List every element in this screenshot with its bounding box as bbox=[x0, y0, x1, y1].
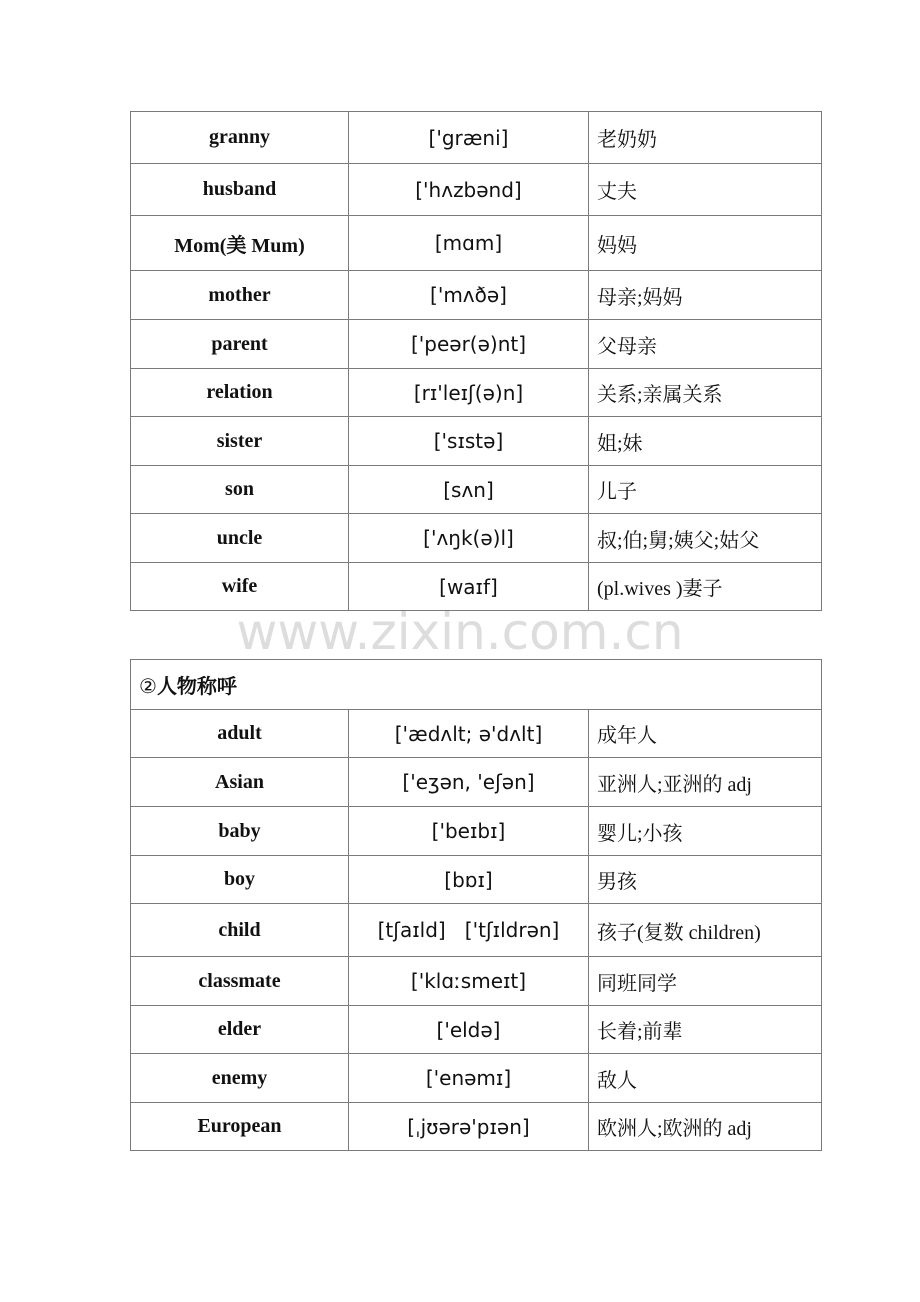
word-cell: parent bbox=[131, 320, 349, 369]
meaning-cell: 丈夫 bbox=[589, 164, 822, 216]
phonetic-cell: ['ʌŋk(ə)l] bbox=[349, 514, 589, 563]
phonetic-cell: ['eldə] bbox=[349, 1006, 589, 1054]
phonetic-cell: ['ædʌlt; ə'dʌlt] bbox=[349, 710, 589, 758]
phonetic-cell: ['enəmɪ] bbox=[349, 1054, 589, 1103]
word-cell: enemy bbox=[131, 1054, 349, 1103]
phonetic-cell: [tʃaɪld] ['tʃɪldrən] bbox=[349, 904, 589, 957]
vocab-table-people bbox=[130, 659, 822, 1151]
meaning-cell: 关系;亲属关系 bbox=[589, 369, 822, 417]
meaning-cell: 妈妈 bbox=[589, 216, 822, 271]
meaning-cell: 男孩 bbox=[589, 856, 822, 904]
meaning-cell: 叔;伯;舅;姨父;姑父 bbox=[589, 514, 822, 563]
meaning-cell: 老奶奶 bbox=[589, 112, 822, 164]
meaning-cell: 同班同学 bbox=[589, 957, 822, 1006]
table-row bbox=[131, 164, 822, 216]
section-title-text: 人物称呼 bbox=[156, 676, 237, 698]
table-row bbox=[131, 904, 822, 957]
table-row bbox=[131, 856, 822, 904]
phonetic-cell: [ˌjʊərə'pɪən] bbox=[349, 1103, 589, 1151]
vocab-table-family bbox=[130, 111, 822, 611]
meaning-cell: 父母亲 bbox=[589, 320, 822, 369]
phonetic-cell: ['klɑːsmeɪt] bbox=[349, 957, 589, 1006]
meaning-cell: 长着;前辈 bbox=[589, 1006, 822, 1054]
meaning-cell: 母亲;妈妈 bbox=[589, 271, 822, 320]
table-row bbox=[131, 1103, 822, 1151]
table-row bbox=[131, 514, 822, 563]
phonetic-cell: ['peər(ə)nt] bbox=[349, 320, 589, 369]
meaning-cell: 敌人 bbox=[589, 1054, 822, 1103]
table-row bbox=[131, 112, 822, 164]
word-cell: Mom(美 Mum) bbox=[131, 216, 349, 271]
phonetic-cell: [waɪf] bbox=[349, 563, 589, 611]
table-row bbox=[131, 710, 822, 758]
table-row bbox=[131, 807, 822, 856]
word-cell: classmate bbox=[131, 957, 349, 1006]
word-cell: Asian bbox=[131, 758, 349, 807]
meaning-cell: 儿子 bbox=[589, 466, 822, 514]
table-row bbox=[131, 271, 822, 320]
table-row bbox=[131, 1006, 822, 1054]
word-cell: son bbox=[131, 466, 349, 514]
word-cell: granny bbox=[131, 112, 349, 164]
meaning-cell: 姐;妹 bbox=[589, 417, 822, 466]
table-row bbox=[131, 320, 822, 369]
meaning-cell: 成年人 bbox=[589, 710, 822, 758]
phonetic-cell: ['beɪbɪ] bbox=[349, 807, 589, 856]
phonetic-cell: ['eʒən, 'eʃən] bbox=[349, 758, 589, 807]
phonetic-cell: [mɑm] bbox=[349, 216, 589, 271]
word-cell: baby bbox=[131, 807, 349, 856]
phonetic-cell: [bɒɪ] bbox=[349, 856, 589, 904]
word-cell: relation bbox=[131, 369, 349, 417]
phonetic-cell: [rɪ'leɪʃ(ə)n] bbox=[349, 369, 589, 417]
meaning-cell: 孩子(复数 children) bbox=[589, 904, 822, 957]
word-cell: uncle bbox=[131, 514, 349, 563]
word-cell: European bbox=[131, 1103, 349, 1151]
table-row bbox=[131, 369, 822, 417]
table-row bbox=[131, 1054, 822, 1103]
word-cell: adult bbox=[131, 710, 349, 758]
table-row bbox=[131, 563, 822, 611]
table-row bbox=[131, 216, 822, 271]
meaning-cell: (pl.wives )妻子 bbox=[589, 563, 822, 611]
section-header-row bbox=[131, 660, 822, 710]
meaning-cell: 婴儿;小孩 bbox=[589, 807, 822, 856]
word-cell: husband bbox=[131, 164, 349, 216]
table-row bbox=[131, 758, 822, 807]
table-row bbox=[131, 417, 822, 466]
word-cell: elder bbox=[131, 1006, 349, 1054]
phonetic-cell: ['sɪstə] bbox=[349, 417, 589, 466]
table-row bbox=[131, 957, 822, 1006]
section-title bbox=[131, 660, 822, 710]
phonetic-cell: ['græni] bbox=[349, 112, 589, 164]
word-cell: wife bbox=[131, 563, 349, 611]
table-row bbox=[131, 466, 822, 514]
meaning-cell: 欧洲人;欧洲的 adj bbox=[589, 1103, 822, 1151]
word-cell: boy bbox=[131, 856, 349, 904]
phonetic-cell: ['hʌzbənd] bbox=[349, 164, 589, 216]
watermark-text: www.zixin.com.cn bbox=[236, 603, 684, 661]
section-number: ② bbox=[139, 674, 157, 698]
word-cell: mother bbox=[131, 271, 349, 320]
meaning-cell: 亚洲人;亚洲的 adj bbox=[589, 758, 822, 807]
word-cell: child bbox=[131, 904, 349, 957]
phonetic-cell: [sʌn] bbox=[349, 466, 589, 514]
word-cell: sister bbox=[131, 417, 349, 466]
phonetic-cell: ['mʌðə] bbox=[349, 271, 589, 320]
